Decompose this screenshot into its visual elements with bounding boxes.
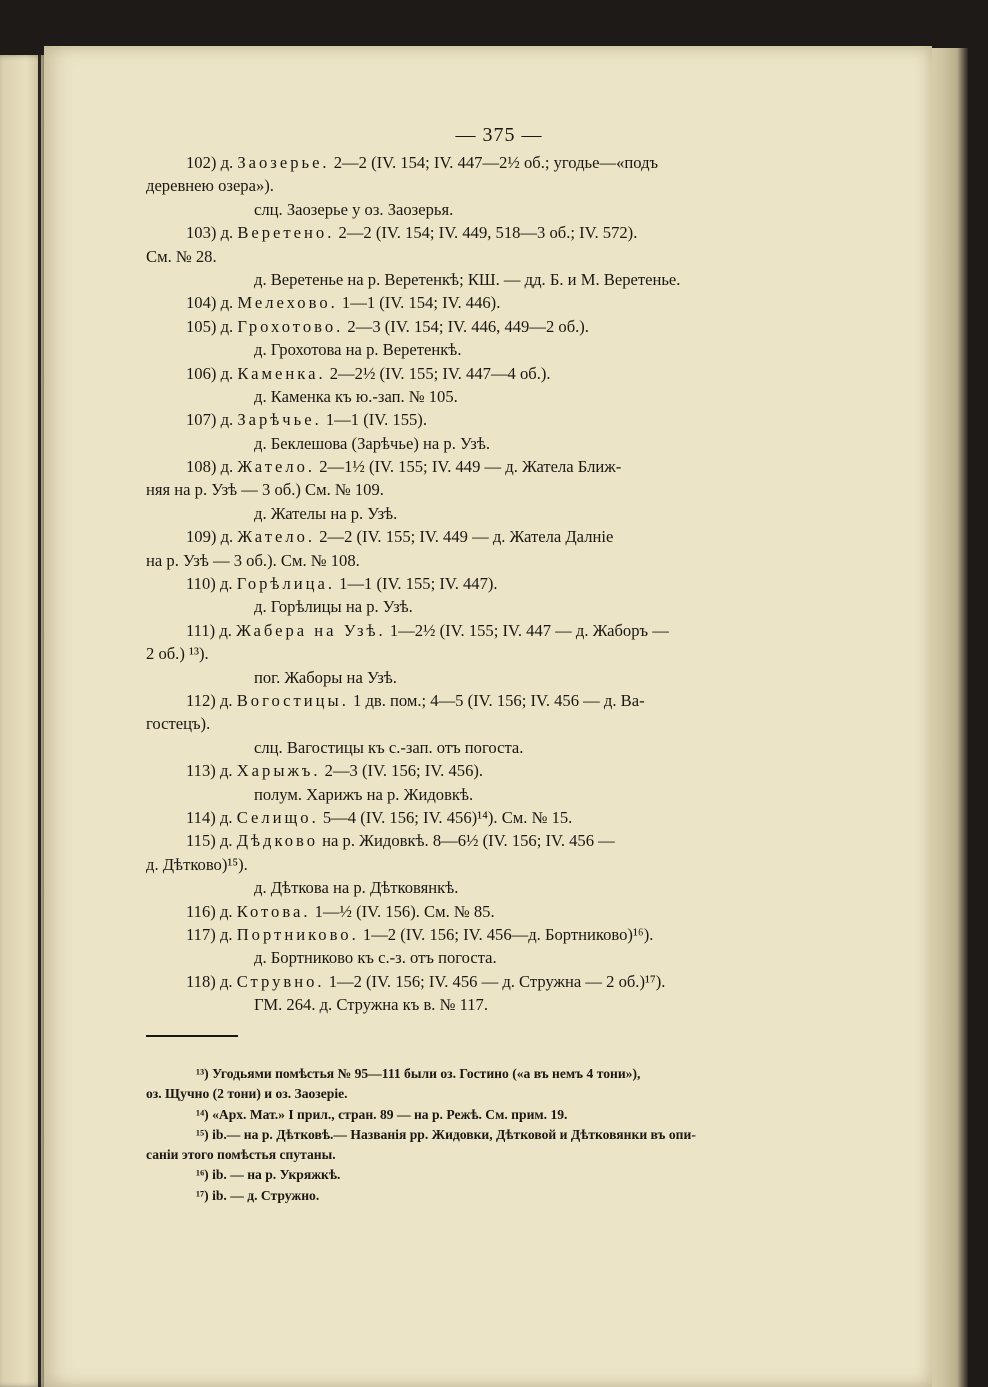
entry-line <box>146 619 796 642</box>
entry-continuation-line: См. № 28. <box>146 246 217 266</box>
entry-identification-line: пог. Жаборы на Узѣ. <box>254 667 397 687</box>
entry-details: 2—2½ (IV. 155; IV. 447—4 об.). <box>325 363 551 383</box>
entry-line <box>146 900 796 923</box>
entry-line <box>146 362 796 385</box>
entry-details: 1—1 (IV. 155). <box>321 410 427 430</box>
entry-identification-line: д. Веретенье на р. Веретенкѣ; КШ. — дд. Б. и М. Веретенье. <box>254 269 681 289</box>
entry-line <box>146 221 796 244</box>
entry-identification-line: д. Каменка къ ю.-зап. № 105. <box>254 386 458 406</box>
entry-name: Каменка. <box>237 363 326 383</box>
entry-details: 2—2 (IV. 155; IV. 449 — д. Жатела Далніе <box>315 527 614 547</box>
entry-line <box>146 525 796 548</box>
entry-line <box>146 806 796 829</box>
entry-details: 1—½ (IV. 156). См. № 85. <box>310 901 495 921</box>
entry-number: 102) д. <box>186 153 238 172</box>
entry-identification-line: д. Бортниково къ с.-з. отъ погоста. <box>254 948 497 968</box>
entry-number: 105) д. <box>186 316 238 336</box>
entry-details: 1—2 (IV. 156; IV. 456—д. Бортниково)¹⁶). <box>358 924 654 944</box>
entry-name: Селищо. <box>236 807 319 827</box>
book-page <box>44 46 932 1387</box>
entry-name: Портниково. <box>236 924 359 944</box>
entry-details: 1—1 (IV. 154; IV. 446). <box>337 293 501 313</box>
entry-continuation-line: 2 об.) ¹³). <box>146 644 209 664</box>
entry-details: 1 дв. пом.; 4—5 (IV. 156; IV. 456 — д. Ва- <box>348 690 645 710</box>
entry-number: 112) д. <box>186 690 237 710</box>
entry-line <box>146 829 796 852</box>
entry-name: Заозерье. <box>237 153 330 172</box>
entry-number: 104) д. <box>186 293 238 313</box>
entry-details: 2—1½ (IV. 155; IV. 449 — д. Жатела Ближ- <box>315 457 622 477</box>
footnote-line: ¹⁷) ib. — д. Стружно. <box>196 1187 320 1203</box>
entry-identification-line: слц. Вагостицы къ с.-зап. отъ погоста. <box>254 737 524 757</box>
entry-name: Жатело. <box>237 527 316 547</box>
entry-line <box>146 759 796 782</box>
entry-name: Жабера на Узѣ. <box>236 620 386 640</box>
entry-number: 109) д. <box>186 527 238 547</box>
entry-continuation-line: на р. Узѣ — 3 об.). См. № 108. <box>146 550 360 570</box>
footnote-line: оз. Щучно (2 тони) и оз. Заозеріе. <box>146 1086 348 1102</box>
entry-name: Котова. <box>236 901 311 921</box>
body-text <box>146 151 796 1016</box>
entry-details: 2—3 (IV. 154; IV. 446, 449—2 об.). <box>343 316 589 336</box>
entry-identification-line: д. Дѣткова на р. Дѣтковянкѣ. <box>254 878 459 898</box>
entry-line <box>146 689 796 712</box>
entry-identification-line: ГМ. 264. д. Стружна къ в. № 117. <box>254 995 488 1015</box>
entry-number: 103) д. <box>186 223 238 243</box>
entry-number: 114) д. <box>186 807 237 827</box>
footnotes <box>146 1064 806 1206</box>
entry-identification-line: д. Грохотова на р. Веретенкѣ. <box>254 340 462 360</box>
entry-details: 2—2 (IV. 154; IV. 449, 518—3 об.; IV. 572). <box>334 223 638 243</box>
entry-identification-line: д. Жателы на р. Узѣ. <box>254 503 398 523</box>
entry-line <box>146 572 796 595</box>
entry-identification-line: слц. Заозерье у оз. Заозерья. <box>254 199 454 219</box>
footnote-line: ¹⁵) ib.— на р. Дѣтковѣ.— Названія рр. Жидовки, Дѣтковой и Дѣтковянки въ опи- <box>196 1126 696 1142</box>
page-number: — 375 — <box>455 124 543 146</box>
entry-number: 116) д. <box>186 901 237 921</box>
entry-identification-line: д. Беклешова (Зарѣчье) на р. Узѣ. <box>254 433 490 453</box>
entry-name: Харыжъ. <box>236 761 321 781</box>
entry-line <box>146 291 796 314</box>
entry-line <box>146 408 796 431</box>
entry-details: 1—2½ (IV. 155; IV. 447 — д. Жаборъ — <box>385 620 669 640</box>
entry-name: Зарѣчье. <box>237 410 322 430</box>
entry-number: 113) д. <box>186 761 237 781</box>
footnote-line: ¹⁶) ib. — на р. Укряжкѣ. <box>196 1167 341 1183</box>
entry-number: 108) д. <box>186 457 238 477</box>
entry-details: 5—4 (IV. 156; IV. 456)¹⁴). См. № 15. <box>318 807 573 827</box>
entry-line <box>146 151 796 174</box>
entry-name: Веретено. <box>237 223 335 243</box>
entry-number: 107) д. <box>186 410 238 430</box>
entry-number: 110) д. <box>186 574 237 594</box>
entry-name: Грохотово. <box>237 316 344 336</box>
entry-number: 118) д. <box>186 971 237 991</box>
entry-name: Мелехово. <box>237 293 338 313</box>
entry-name: Вогостицы. <box>236 690 349 710</box>
entry-identification-line: д. Горѣлицы на р. Узѣ. <box>254 597 413 617</box>
entry-name: Струвно. <box>236 971 325 991</box>
entry-details: 1—1 (IV. 155; IV. 447). <box>335 574 498 594</box>
entry-name: Жатело. <box>237 457 316 477</box>
entry-name: Дѣдково <box>236 831 319 851</box>
entry-continuation-line: няя на р. Узѣ — 3 об.) См. № 109. <box>146 480 384 500</box>
entry-details: 2—2 (IV. 154; IV. 447—2½ об.; угодье—«подъ <box>329 153 659 172</box>
entry-continuation-line: гостецъ). <box>146 714 211 734</box>
entry-line <box>146 455 796 478</box>
footnote-line: ¹³) Угодьями помѣстья № 95—111 были оз. Гостино («а въ немъ 4 тони»), <box>196 1066 641 1081</box>
entry-line <box>146 315 796 338</box>
entry-line <box>146 970 796 993</box>
entry-continuation-line: д. Дѣтково)¹⁵). <box>146 854 248 874</box>
footnote-rule <box>146 1035 238 1037</box>
entry-details: 2—3 (IV. 156; IV. 456). <box>320 761 484 781</box>
footnote-line: саніи этого помѣстья спутаны. <box>146 1147 336 1163</box>
entry-number: 117) д. <box>186 924 237 944</box>
entry-identification-line: полум. Харижъ на р. Жидовкѣ. <box>254 784 474 804</box>
footnote-line: ¹⁴) «Арх. Мат.» I прил., стран. 89 — на р. Режѣ. См. прим. 19. <box>196 1106 568 1122</box>
entry-number: 111) д. <box>186 620 237 640</box>
entry-details: 1—2 (IV. 156; IV. 456 — д. Стружна — 2 об.)¹⁷). <box>324 971 666 991</box>
entry-line <box>146 923 796 946</box>
book-spine <box>38 55 41 1387</box>
entry-name: Горѣлица. <box>236 574 335 594</box>
entry-details: на р. Жидовкѣ. 8—6½ (IV. 156; IV. 456 — <box>318 831 615 851</box>
entry-number: 115) д. <box>186 831 237 851</box>
entry-number: 106) д. <box>186 363 238 383</box>
entry-continuation-line: деревнею озера»). <box>146 176 274 196</box>
